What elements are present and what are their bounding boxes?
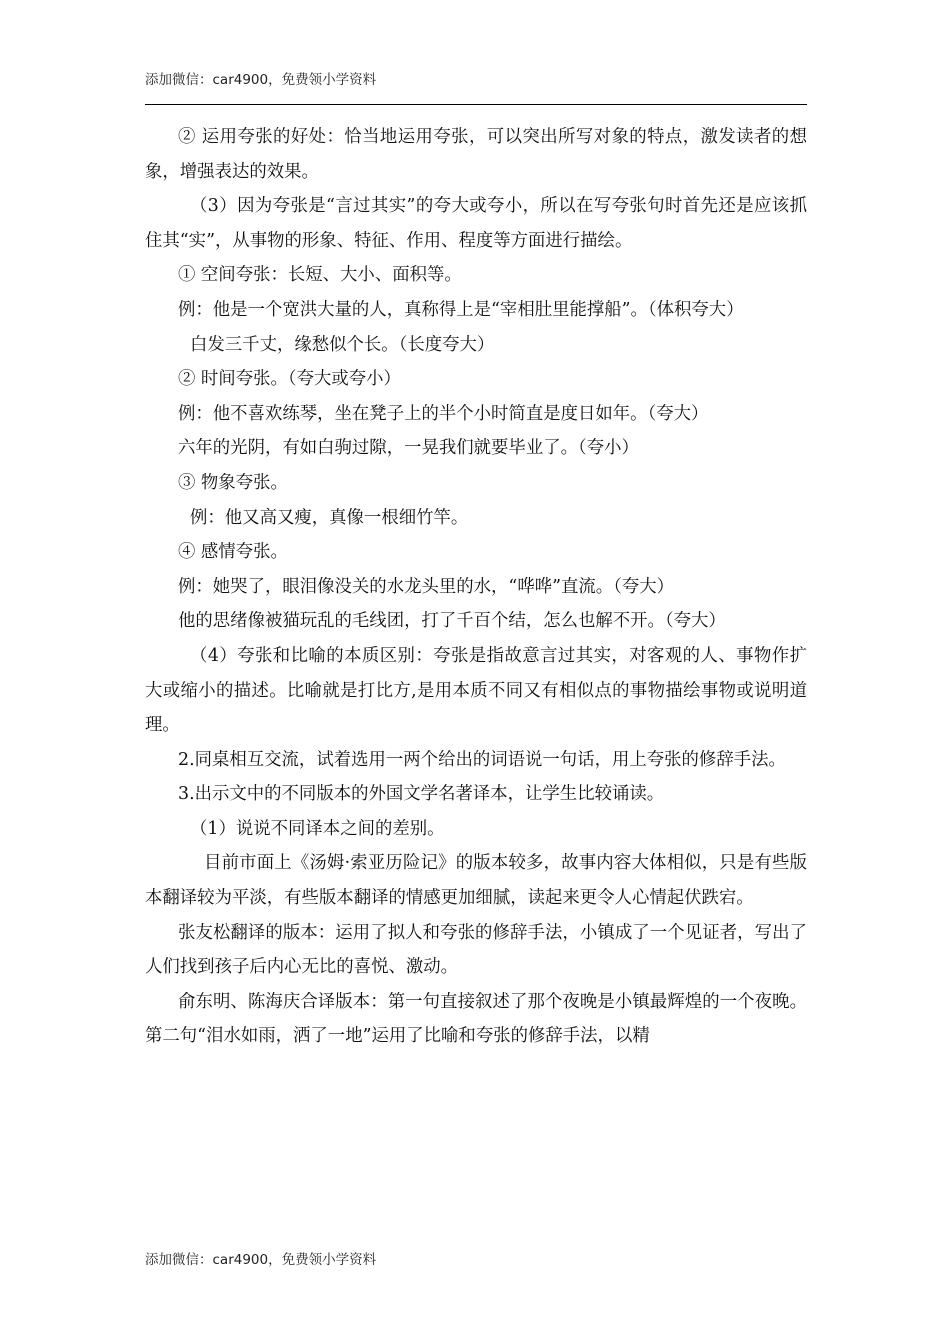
paragraph: ② 时间夸张。（夸大或夸小） bbox=[178, 369, 401, 390]
paragraph: 他的思绪像被猫玩乱的毛线团，打了千百个结，怎么也解不开。（夸大） bbox=[178, 611, 726, 632]
paragraph: 张友松翻译的版本：运用了拟人和夸张的修辞手法，小镇成了一个见证者，写出了人们找到孩子后内心无比的喜悦、激动。 bbox=[145, 922, 807, 978]
paragraph: 3.出示文中的不同版本的外国文学名著译本，让学生比较诵读。 bbox=[178, 784, 665, 805]
paragraph: ① 空间夸张：长短、大小、面积等。 bbox=[178, 265, 462, 286]
paragraph: ② 运用夸张的好处：恰当地运用夸张，可以突出所写对象的特点，激发读者的想象，增强表达的效果。 bbox=[145, 127, 807, 182]
paragraph: 白发三千丈，缘愁似个长。（长度夸大） bbox=[190, 334, 495, 355]
paragraph: （4）夸张和比喻的本质区别：夸张是指故意言过其实，对客观的人、事物作扩大或缩小的描述。比喻就是打比方,是用本质不同又有相似点的事物描绘事物或说明道理。 bbox=[145, 645, 807, 736]
document-body bbox=[145, 120, 807, 1054]
paragraph: 六年的光阴，有如白驹过隙，一晃我们就要毕业了。（夸小） bbox=[178, 438, 639, 459]
paragraph: 2.同桌相互交流，试着选用一两个给出的词语说一句话，用上夸张的修辞手法。 bbox=[178, 749, 786, 770]
paragraph: ③ 物象夸张。 bbox=[178, 472, 288, 493]
paragraph: 目前市面上《汤姆·索亚历险记》的版本较多，故事内容大体相似，只是有些版本翻译较为平淡，有些版本翻译的情感更加细腻，读起来更令人心情起伏跌宕。 bbox=[145, 853, 807, 909]
paragraph: 例：他是一个宽洪大量的人，真称得上是“宰相肚里能撑船”。（体积夸大） bbox=[178, 299, 744, 320]
paragraph: （1）说说不同译本之间的差别。 bbox=[190, 818, 445, 839]
paragraph: （3）因为夸张是“言过其实”的夸大或夸小，所以在写夸张句时首先还是应该抓住其“实”，从事物的形象、特征、作用、程度等方面进行描绘。 bbox=[145, 196, 807, 251]
header-divider bbox=[145, 104, 807, 105]
paragraph: 例：他又高又瘦，真像一根细竹竿。 bbox=[190, 507, 469, 528]
paragraph: ④ 感情夸张。 bbox=[178, 542, 288, 563]
paragraph: 俞东明、陈海庆合译版本：第一句直接叙述了那个夜晚是小镇最辉煌的一个夜晚。第二句“泪水如雨，洒了一地”运用了比喻和夸张的修辞手法，以精 bbox=[145, 991, 807, 1047]
page-header: 添加微信：car4900，免费领小学资料 bbox=[145, 72, 377, 88]
paragraph: 例：她哭了，眼泪像没关的水龙头里的水，“哗哗”直流。（夸大） bbox=[178, 576, 675, 597]
paragraph: 例：他不喜欢练琴，坐在凳子上的半个小时简直是度日如年。（夸大） bbox=[178, 403, 709, 424]
page-footer: 添加微信：car4900，免费领小学资料 bbox=[145, 1252, 377, 1268]
